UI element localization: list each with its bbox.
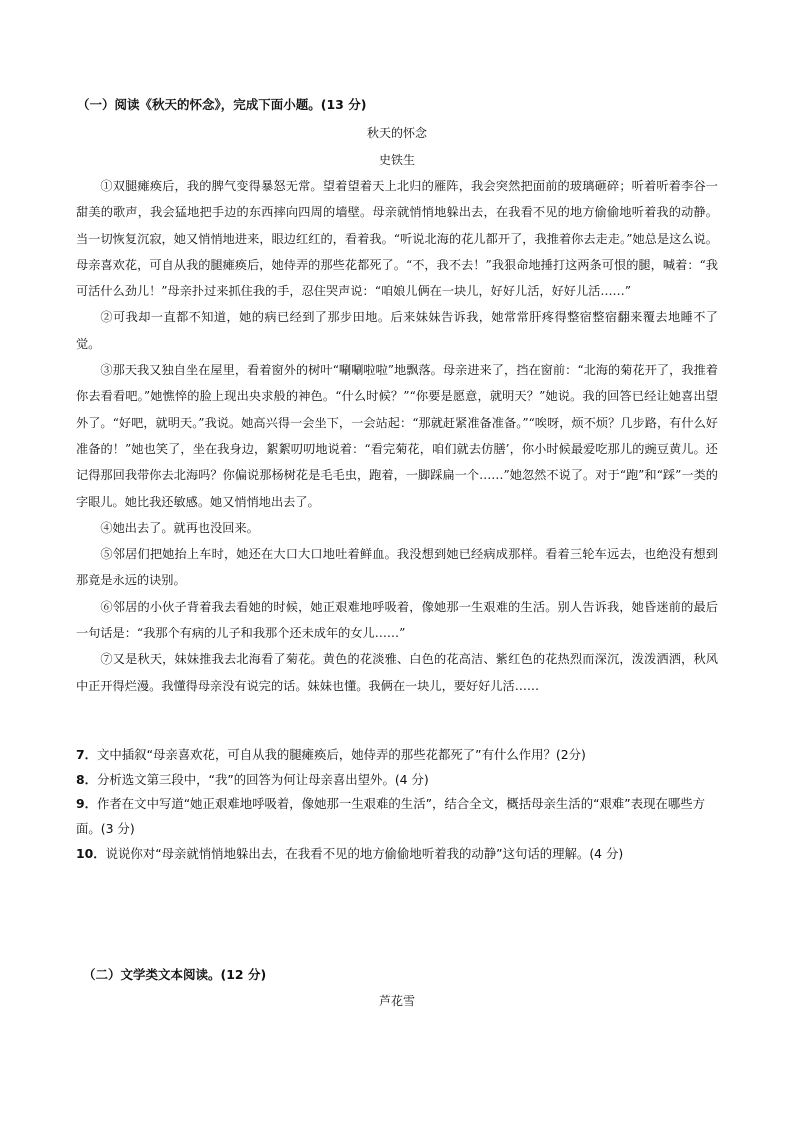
question-text: 作者在文中写道“她正艰难地呼吸着，像她那一生艰难的生活”，结合全文，概括母亲生活的“艰难”表现在哪些方面。(3 分) — [76, 796, 706, 837]
question-number: 9． — [76, 796, 98, 812]
section2-heading: （二）文学类文本阅读。(12 分) — [83, 967, 267, 982]
section2-title: 芦花雪 — [378, 994, 415, 1008]
question-text: 文中插叙“母亲喜欢花，可自从我的腿瘫痪后，她侍弄的那些花都死了”有什么作用？(2分) — [97, 747, 586, 762]
paragraph-6: ⑥邻居的小伙子背着我去看她的时候，她正艰难地呼吸着，像她那一生艰难的生活。别人告诉我，她昏迷前的最后一句话是：“我那个有病的儿子和我那个还未成年的女儿……” — [76, 599, 718, 641]
question-number: 7． — [76, 747, 98, 762]
question-text: 说说你对“母亲就悄悄地躲出去，在我看不见的地方偷偷地听着我的动静”这句话的理解。(4 分) — [105, 845, 624, 861]
article-title: 秋天的怀念 — [366, 126, 427, 140]
question-7 — [76, 743, 726, 768]
section1-heading: （一）阅读《秋天的怀念》，完成下面小题。(13 分) — [77, 97, 367, 112]
paragraph-1: ①双腿瘫痪后，我的脾气变得暴怒无常。望着望着天上北归的雁阵，我会突然把面前的玻璃砸碎；听着听着李谷一甜美的歌声，我会猛地把手边的东西摔向四周的墙壁。母亲就悄悄地躲出去，在我看不见的地方偷偷地听着我的动静。当一切恢复沉寂，她又悄悄地进来，眼边红红的，看着我。“听说北海的花儿都开了，我推着你去走走。”她总是这么说。母亲喜欢花，可自从我的腿瘫痪后，她侍弄的那些花都死了。“不，我不去！”我狠命地捶打这两条可恨的腿，喊着：“我可活什么劲儿！”母亲扑过来抓住我的手，忍住哭声说：“咱娘儿俩在一块儿，好好儿活，好好儿活……” — [76, 179, 718, 299]
question-number: 10． — [76, 845, 106, 861]
article-author: 史铁生 — [378, 153, 415, 167]
question-10 — [76, 842, 726, 867]
question-9 — [76, 792, 726, 841]
question-number: 8． — [76, 771, 98, 787]
paragraph-4: ④她出去了。就再也没回来。 — [100, 520, 259, 535]
question-list — [76, 743, 726, 867]
question-8 — [76, 768, 726, 793]
article-body — [76, 173, 718, 699]
paragraph-7: ⑦又是秋天，妹妹推我去北海看了菊花。黄色的花淡雅、白色的花高洁、紫红色的花热烈而深沉，泼泼洒洒，秋风中正开得烂漫。我懂得母亲没有说完的话。妹妹也懂。我俩在一块儿，要好好儿活…… — [76, 652, 718, 693]
paragraph-5: ⑤邻居们把她抬上车时，她还在大口大口地吐着鲜血。我没想到她已经病成那样。看着三轮车远去，也绝没有想到那竟是永远的诀别。 — [76, 547, 718, 588]
paragraph-3: ③那天我又独自坐在屋里，看着窗外的树叶“唰唰啦啦”地飘落。母亲进来了，挡在窗前：“北海的菊花开了，我推着你去看看吧。”她憔悴的脸上现出央求般的神色。“什么时候？”“你要是愿意，就明天？”她说。我的回答已经让她喜出望外了。“好吧，就明天。”我说。她高兴得一会坐下，一会站起：“那就赶紧准备准备。”“唉呀，烦不烦？几步路，有什么好准备的！”她也笑了，坐在我身边，絮絮叨叨地说着：“看完菊花，咱们就去仿膳’，你小时候最爱吃那儿的豌豆黄儿。还记得那回我带你去北海吗？你偏说那杨树花是毛毛虫，跑着，一脚踩扁一个……”她忽然不说了。对于“跑”和“踩”一类的字眼儿。她比我还敏感。她又悄悄地出去了。 — [76, 363, 718, 509]
question-text: 分析选文第三段中，“我”的回答为何让母亲喜出望外。(4 分) — [97, 771, 429, 787]
paragraph-2: ②可我却一直都不知道，她的病已经到了那步田地。后来妹妹告诉我，她常常肝疼得整宿整宿翻来覆去地睡不了觉。 — [76, 310, 718, 351]
